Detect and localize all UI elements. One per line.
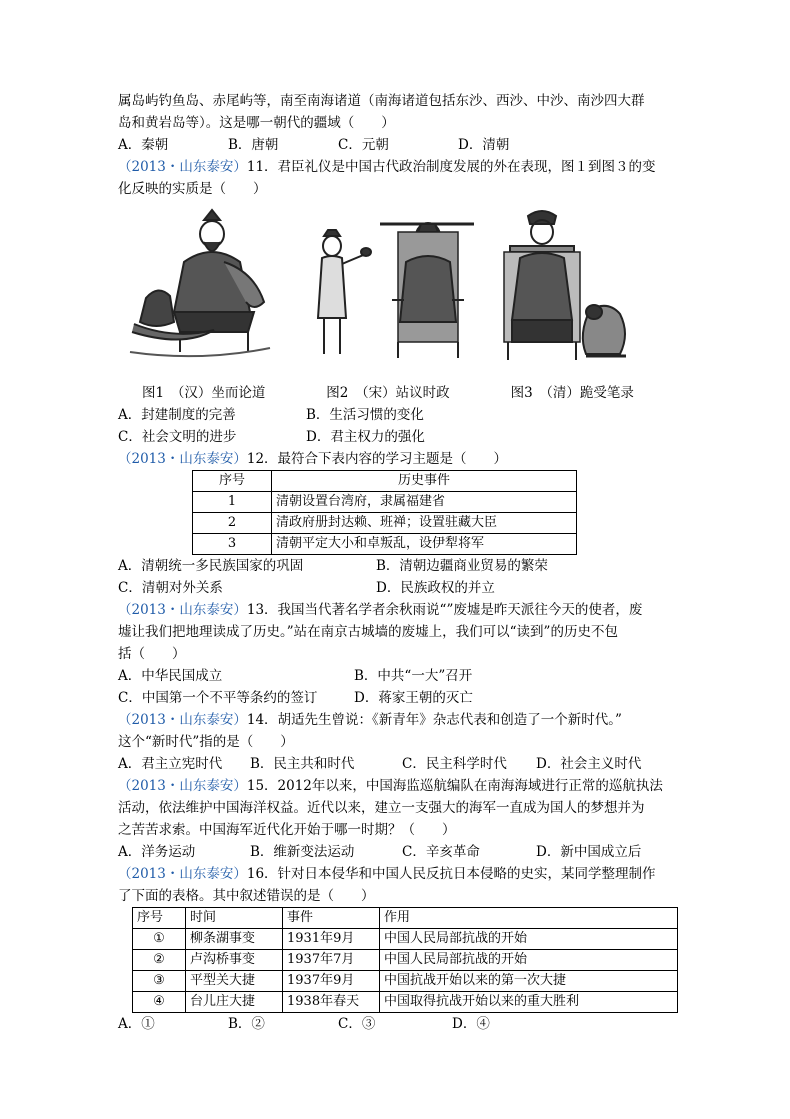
header-cell: 历史事件 bbox=[272, 471, 577, 492]
q14-line-1 bbox=[118, 709, 678, 731]
intro-line-1: 属岛屿钓鱼岛、赤尾屿等，南至南海诸道（南海诸道包括东沙、西沙、中沙、南沙四大群 bbox=[118, 93, 645, 109]
table-cell: 1931年9月 bbox=[283, 929, 380, 950]
table-cell: 卢沟桥事变 bbox=[186, 950, 283, 971]
q11-captions bbox=[118, 382, 678, 404]
q15-line-1 bbox=[118, 775, 678, 797]
table-cell: ④ bbox=[133, 992, 186, 1013]
option-a: A．君主立宪时代 bbox=[118, 756, 223, 772]
caption-figure-1: 图1 （汉）坐而论道 bbox=[142, 385, 266, 401]
q16-source: （2013・山东泰安） bbox=[118, 866, 247, 882]
intro-line-2: 岛和黄岩岛等）。这是哪一朝代的疆域（ ） bbox=[118, 115, 395, 131]
table-cell: 中国人民局部抗战的开始 bbox=[380, 929, 678, 950]
q16-options bbox=[118, 1013, 678, 1035]
table-row bbox=[193, 534, 577, 555]
table-cell: 1938年春天 bbox=[283, 992, 380, 1013]
q14-options bbox=[118, 753, 678, 775]
q13-line-3: 括（ ） bbox=[118, 646, 186, 662]
table-cell: 1 bbox=[193, 492, 272, 513]
option-c: C．社会文明的进步 bbox=[118, 429, 237, 445]
option-d: D．社会主义时代 bbox=[536, 756, 642, 772]
table-cell: 1937年7月 bbox=[283, 950, 380, 971]
option-d: D．君主权力的强化 bbox=[306, 429, 425, 445]
q12-table bbox=[192, 470, 577, 555]
option-a: A．秦朝 bbox=[118, 137, 169, 153]
caption-figure-3: 图3 （清）跪受笔录 bbox=[510, 385, 634, 401]
q11-options-row-2 bbox=[118, 426, 678, 448]
intro-options bbox=[118, 134, 678, 156]
option-d: D．清朝 bbox=[458, 137, 510, 153]
option-c: C．民主科学时代 bbox=[402, 756, 507, 772]
header-cell: 序号 bbox=[133, 908, 186, 929]
q14-stem: 14．胡适先生曾说：《新青年》杂志代表和创造了一个新时代。” bbox=[246, 712, 622, 728]
table-cell: 中国人民局部抗战的开始 bbox=[380, 950, 678, 971]
q13-options-row-2 bbox=[118, 687, 678, 709]
option-a: A．① bbox=[118, 1016, 155, 1032]
header-cell: 时间 bbox=[186, 908, 283, 929]
option-b: B．民主共和时代 bbox=[250, 756, 355, 772]
q11-stem: 11．君臣礼仪是中国古代政治制度发展的外在表现，图１到图３的变 bbox=[246, 159, 656, 175]
table-cell: 台儿庄大捷 bbox=[186, 992, 283, 1013]
q16-stem: 16．针对日本侵华和中国人民反抗日本侵略的史实，某同学整理制作 bbox=[246, 866, 656, 882]
option-c: C．中国第一个不平等条约的签订 bbox=[118, 690, 318, 706]
q13-options-row-1 bbox=[118, 665, 678, 687]
option-c: C．辛亥革命 bbox=[402, 844, 480, 860]
option-c: C．元朝 bbox=[338, 137, 389, 153]
option-a: A．洋务运动 bbox=[118, 844, 196, 860]
q12-source: （2013・山东泰安） bbox=[118, 451, 247, 467]
q11-line-1 bbox=[118, 156, 678, 178]
table-cell: ② bbox=[133, 950, 186, 971]
table-cell: ③ bbox=[133, 971, 186, 992]
q15-source: （2013・山东泰安） bbox=[118, 778, 247, 794]
table-cell: ① bbox=[133, 929, 186, 950]
table-cell: 平型关大捷 bbox=[186, 971, 283, 992]
header-cell: 作用 bbox=[380, 908, 678, 929]
q11-options-row-1 bbox=[118, 404, 678, 426]
exam-page bbox=[118, 90, 678, 1035]
q16-line-2: 了下面的表格。其中叙述错误的是（ ） bbox=[118, 888, 375, 904]
q16-line-1 bbox=[118, 863, 678, 885]
table-cell: 中国取得抗战开始以来的重大胜利 bbox=[380, 992, 678, 1013]
figure-2-image bbox=[294, 202, 474, 372]
option-b: B．② bbox=[228, 1016, 265, 1032]
q13-line-2: 墟让我们把地理读成了历史。”站在南京古城墙的废墟上，我们可以“读到”的历史不包 bbox=[118, 624, 618, 640]
q12-options-row-1 bbox=[118, 555, 678, 577]
figure-3-image bbox=[490, 202, 640, 372]
table-row bbox=[133, 950, 678, 971]
q16-table bbox=[132, 907, 678, 1013]
table-cell: 3 bbox=[193, 534, 272, 555]
table-cell: 柳条湖事变 bbox=[186, 929, 283, 950]
q15-options bbox=[118, 841, 678, 863]
q13-line-1 bbox=[118, 599, 678, 621]
option-b: B．唐朝 bbox=[228, 137, 279, 153]
q15-line-2: 活动，依法维护中国海洋权益。近代以来，建立一支强大的海军一直成为国人的梦想并为 bbox=[118, 800, 645, 816]
option-d: D．新中国成立后 bbox=[536, 844, 642, 860]
table-cell: 2 bbox=[193, 513, 272, 534]
option-b: B．维新变法运动 bbox=[250, 844, 355, 860]
option-a: A．封建制度的完善 bbox=[118, 407, 236, 423]
q15-line-3: 之苦苦求索。中国海军近代化开始于哪一时期？（ ） bbox=[118, 822, 456, 838]
option-d: D．④ bbox=[452, 1016, 490, 1032]
option-d: D．民族政权的并立 bbox=[376, 580, 495, 596]
q11-figures bbox=[118, 202, 678, 382]
q13-source: （2013・山东泰安） bbox=[118, 602, 247, 618]
figure-1-image bbox=[124, 202, 284, 372]
q11-source: （2013・山东泰安） bbox=[118, 159, 247, 175]
table-cell: 清政府册封达赖、班禅；设置驻藏大臣 bbox=[272, 513, 577, 534]
table-cell: 1937年9月 bbox=[283, 971, 380, 992]
q12-line-1 bbox=[118, 448, 678, 470]
table-cell: 中国抗战开始以来的第一次大捷 bbox=[380, 971, 678, 992]
q11-line-2: 化反映的实质是（ ） bbox=[118, 181, 267, 197]
q13-stem: 13．我国当代著名学者余秋雨说“”废墟是昨天派往今天的使者，废 bbox=[246, 602, 643, 618]
option-c: C．清朝对外关系 bbox=[118, 580, 223, 596]
table-row bbox=[133, 992, 678, 1013]
option-c: C．③ bbox=[338, 1016, 376, 1032]
table-cell: 清朝平定大小和卓叛乱，设伊犁将军 bbox=[272, 534, 577, 555]
table-row bbox=[193, 492, 577, 513]
header-cell: 事件 bbox=[283, 908, 380, 929]
option-a: A．中华民国成立 bbox=[118, 668, 223, 684]
table-header-row bbox=[193, 471, 577, 492]
q12-options-row-2 bbox=[118, 577, 678, 599]
q12-stem: 12．最符合下表内容的学习主题是（ ） bbox=[246, 451, 508, 467]
q15-stem: 15．2012年以来，中国海监巡航编队在南海海域进行正常的巡航执法 bbox=[246, 778, 663, 794]
q14-source: （2013・山东泰安） bbox=[118, 712, 247, 728]
option-b: B．中共“一大”召开 bbox=[354, 668, 473, 684]
option-b: B．生活习惯的变化 bbox=[306, 407, 424, 423]
table-row bbox=[133, 929, 678, 950]
header-cell: 序号 bbox=[193, 471, 272, 492]
option-b: B．清朝边疆商业贸易的繁荣 bbox=[376, 558, 548, 574]
option-a: A．清朝统一多民族国家的巩固 bbox=[118, 558, 304, 574]
caption-figure-2: 图2 （宋）站议时政 bbox=[326, 385, 450, 401]
option-d: D．蒋家王朝的灭亡 bbox=[354, 690, 473, 706]
table-row bbox=[193, 513, 577, 534]
table-row bbox=[133, 971, 678, 992]
table-header-row bbox=[133, 908, 678, 929]
q14-line-2: 这个“新时代”指的是（ ） bbox=[118, 734, 294, 750]
table-cell: 清朝设置台湾府，隶属福建省 bbox=[272, 492, 577, 513]
